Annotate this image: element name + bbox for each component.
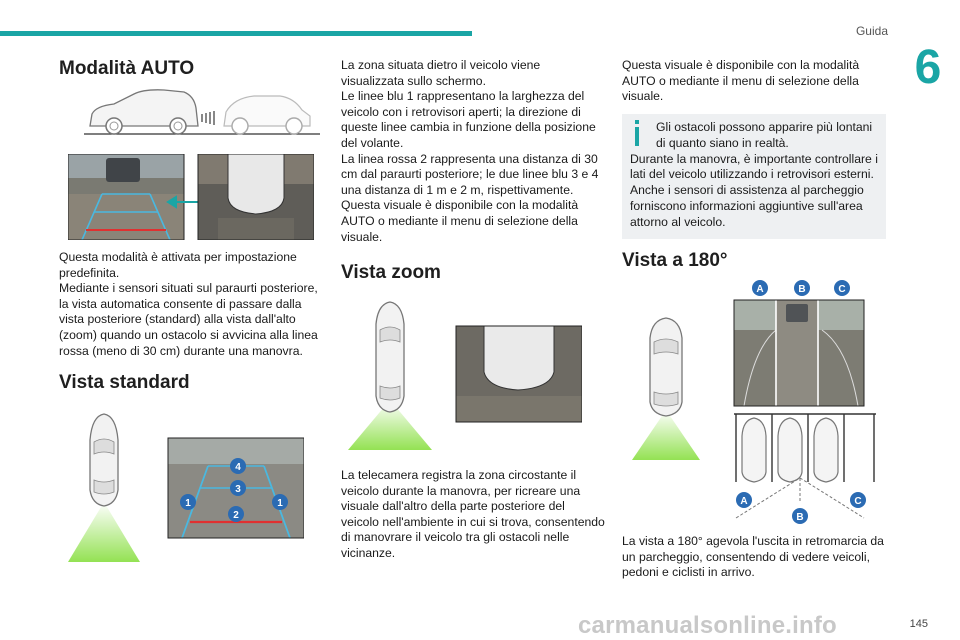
svg-text:1: 1 xyxy=(185,498,191,509)
label-a-bottom xyxy=(736,492,752,508)
standard-badge-2 xyxy=(228,506,244,522)
label-b-top xyxy=(794,280,810,296)
svg-text:B: B xyxy=(798,284,806,295)
heading-vista-180: Vista a 180° xyxy=(622,250,728,271)
svg-text:A: A xyxy=(756,284,764,295)
view-180-description: La vista a 180° agevola l'uscita in retromarcia da un parcheggio, consentendo di vedere veicoli, pedoni e ciclisti in arrivo. xyxy=(622,534,884,580)
standard-view-figure xyxy=(68,410,304,566)
zoom-view-figure xyxy=(346,296,582,452)
warning-note-box xyxy=(622,114,886,239)
standard-description: La zona situata dietro il veicolo viene visualizzata sullo schermo. Le linee blu 1 rappresentano la larghezza del veicolo con i retrovisori aperti; la direzione di queste linee cambia in funzione della posizione del volante. La linea rossa 2 rappresenta una distanza di 30 cm dal paraurti posteriore; le due linee blu 3 e 4 una distanza di 1 m e 2 m, rispettivamente. Questa visuale è disponibile con la modalità AUTO o mediante il menu di selezione della visuale. xyxy=(341,58,599,244)
auto-text-block xyxy=(59,250,321,359)
label-c-top xyxy=(834,280,850,296)
zoom-text-block xyxy=(341,468,605,562)
page-number: 145 xyxy=(909,618,928,630)
180-text-block xyxy=(622,534,888,581)
label-b-bottom xyxy=(792,508,808,524)
heading-vista-zoom: Vista zoom xyxy=(341,262,441,283)
info-icon xyxy=(632,120,642,146)
note-body: Durante la manovra, è importante controllare i lati del veicolo utilizzando i retrovisori esterni. Anche i sensori di assistenza al parcheggio forniscono informazioni aggiuntive sull'area attorno al veicolo. xyxy=(630,151,878,229)
chapter-number: 6 xyxy=(914,41,942,94)
watermark: carmanualsonline.info xyxy=(578,612,837,639)
standard-badge-3 xyxy=(230,480,246,496)
svg-text:1: 1 xyxy=(277,498,283,509)
svg-text:4: 4 xyxy=(235,462,241,473)
standard-badge-1-right xyxy=(272,494,288,510)
view-180-figure xyxy=(626,278,882,530)
header-accent-bar xyxy=(0,31,472,36)
auto-description: Questa modalità è attivata per impostazione predefinita. Mediante i sensori situati sul paraurti posteriore, la vista automatica consente di passare dalla vista posteriore (standard) alla vista dall'alto (zoom) quando un ostacolo si avvicina alla linea rossa (meno di 30 cm) durante una manovra. xyxy=(59,250,318,358)
section-title: Guida xyxy=(855,24,888,38)
auto-side-view-figure xyxy=(84,86,320,136)
standard-heading-block xyxy=(59,372,321,394)
standard-badge-1-left xyxy=(180,494,196,510)
svg-text:C: C xyxy=(838,284,846,295)
column-3 xyxy=(622,58,888,105)
svg-text:B: B xyxy=(796,512,804,523)
heading-vista-standard: Vista standard xyxy=(59,372,190,393)
view-availability-text: Questa visuale è disponibile con la modalità AUTO o mediante il menu di selezione della visuale. xyxy=(622,58,860,104)
zoom-description: La telecamera registra la zona circostante il veicolo durante la manovra, per ricreare una visuale dall'altro della parte posteriore del veicolo nell'ambiente in cui si trova, consentendo di manovrare il veicolo tra gli ostacoli nelle vicinanze. xyxy=(341,468,605,560)
column-2 xyxy=(341,58,605,245)
label-c-bottom xyxy=(850,492,866,508)
svg-text:3: 3 xyxy=(235,484,241,495)
standard-badge-4 xyxy=(230,458,246,474)
note-first-line: Gli ostacoli possono apparire più lontani di quanto siano in realtà. xyxy=(656,120,873,150)
svg-text:A: A xyxy=(740,496,748,507)
svg-text:C: C xyxy=(854,496,862,507)
zoom-heading-block xyxy=(341,262,605,284)
column-1 xyxy=(59,58,321,80)
auto-camera-views-figure xyxy=(68,154,314,240)
180-heading-block xyxy=(622,250,888,272)
heading-modalita-auto: Modalità AUTO xyxy=(59,58,195,79)
label-a-top xyxy=(752,280,768,296)
svg-text:2: 2 xyxy=(233,510,239,521)
